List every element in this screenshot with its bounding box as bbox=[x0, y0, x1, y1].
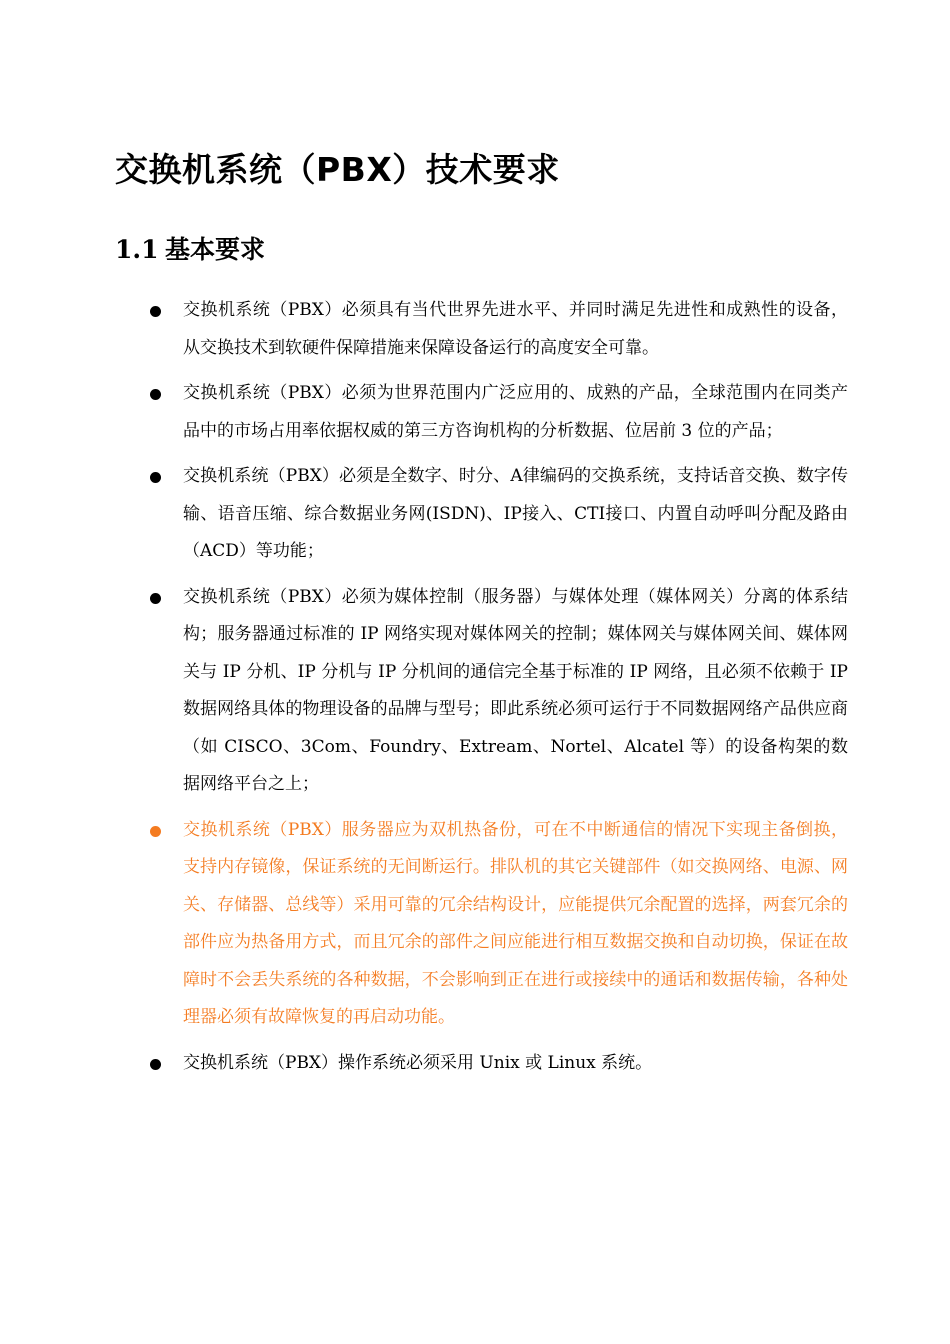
list-item-text: 交换机系统（PBX）必须为媒体控制（服务器）与媒体处理（媒体网关）分离的体系结构；服务器通过标准的 IP 网络实现对媒体网关的控制；媒体网关与媒体网关间、媒体网关与 IP 分机、IP 分机与 IP 分机间的通信完全基于标准的 IP 网络，且必须不依赖于 IP 数据网络具体的物理设备的品牌与型号；即此系统必须可运行于不同数据网络产品供应商（如 CISCO、3Com、Foundry、Extream、Nortel、Alcatel 等）的设备构架的数据网络平台之上； bbox=[183, 586, 848, 794]
bullet-icon bbox=[150, 389, 161, 400]
list-item-text: 交换机系统（PBX）必须具有当代世界先进水平、并同时满足先进性和成熟性的设备，从交换技术到软硬件保障措施来保障设备运行的高度安全可靠。 bbox=[183, 300, 848, 358]
bullet-icon bbox=[150, 1059, 161, 1070]
list-item-text: 交换机系统（PBX）必须是全数字、时分、A律编码的交换系统，支持话音交换、数字传输、语音压缩、综合数据业务网(ISDN)、IP接入、CTI接口、内置自动呼叫分配及路由（ACD）等功能； bbox=[183, 466, 848, 561]
bullet-icon bbox=[150, 306, 161, 317]
section-title: 基本要求 bbox=[165, 235, 266, 264]
section-heading bbox=[115, 232, 265, 268]
list-item bbox=[0, 375, 848, 450]
list-item-text: 交换机系统（PBX）操作系统必须采用 Unix 或 Linux 系统。 bbox=[183, 1052, 653, 1073]
list-item bbox=[0, 292, 848, 367]
list-item-highlighted bbox=[0, 812, 848, 1037]
list-item-text: 交换机系统（PBX）服务器应为双机热备份，可在不中断通信的情况下实现主备倒换，支持内存镜像，保证系统的无间断运行。排队机的其它关键部件（如交换网络、电源、网关、存储器、总线等）采用可靠的冗余结构设计，应能提供冗余配置的选择，两套冗余的部件应为热备用方式，而且冗余的部件之间应能进行相互数据交换和自动切换，保证在故障时不会丢失系统的各种数据，不会影响到正在进行或接续中的通话和数据传输，各种处理器必须有故障恢复的再启动功能。 bbox=[183, 819, 848, 1027]
list-item bbox=[0, 1045, 848, 1083]
section-number: 1.1 bbox=[115, 235, 159, 264]
page-title: 交换机系统（PBX）技术要求 bbox=[115, 150, 560, 189]
bullet-icon bbox=[150, 826, 161, 837]
list-item bbox=[0, 579, 848, 804]
requirements-list bbox=[0, 292, 950, 1090]
list-item bbox=[0, 458, 848, 571]
bullet-icon bbox=[150, 472, 161, 483]
bullet-icon bbox=[150, 593, 161, 604]
list-item-text: 交换机系统（PBX）必须为世界范围内广泛应用的、成熟的产品，全球范围内在同类产品中的市场占用率依据权威的第三方咨询机构的分析数据、位居前 3 位的产品； bbox=[183, 383, 848, 441]
